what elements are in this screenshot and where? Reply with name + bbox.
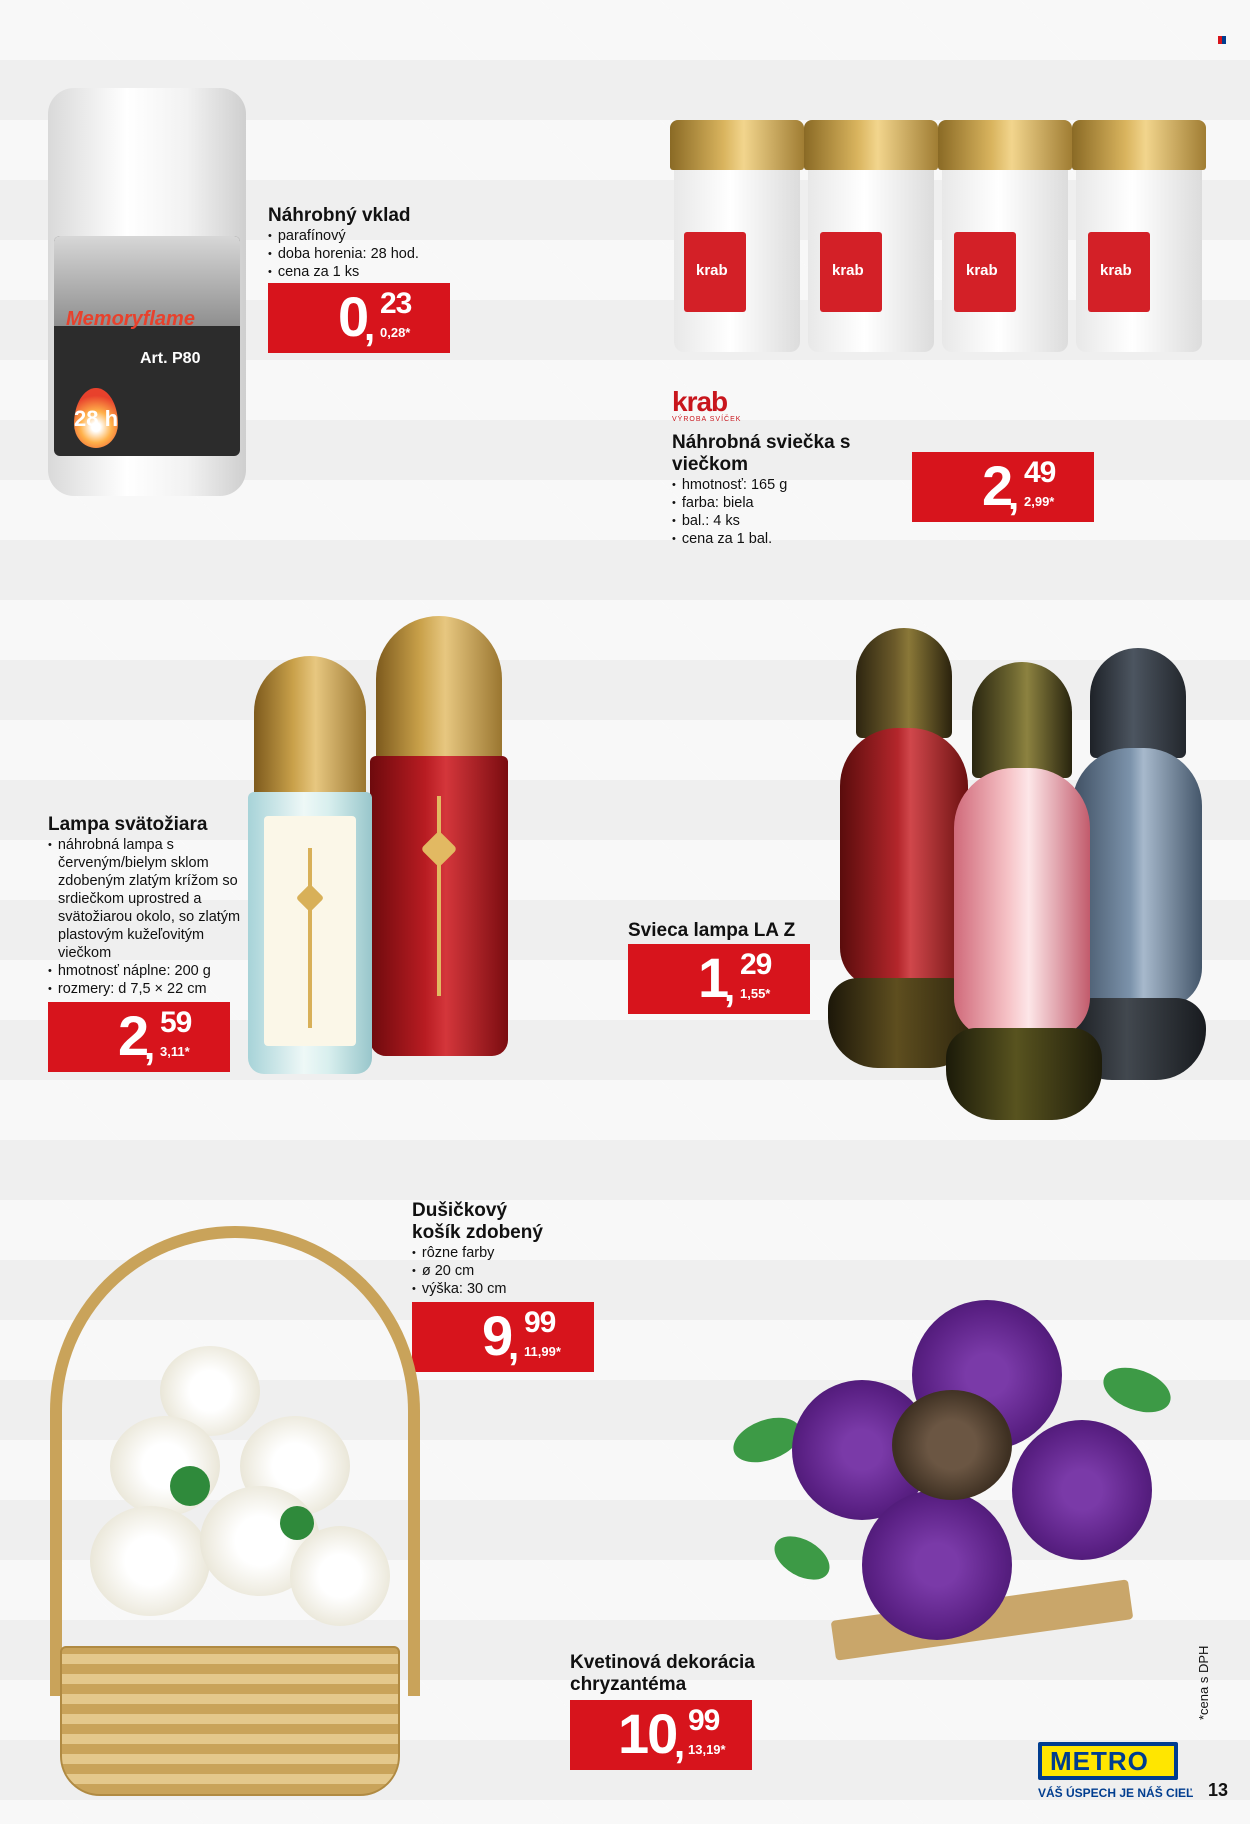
product-title: Lampa svätožiara [48,814,208,835]
metro-slogan: VÁŠ ÚSPECH JE NÁŠ CIEĽ [1038,1786,1194,1800]
spec-item: • hmotnosť náplne: 200 g [48,962,248,980]
krab-candles-image [670,112,1210,372]
spec-item: • doba horenia: 28 hod. [268,245,488,263]
spec-item: • ø 20 cm [412,1262,612,1280]
art-label: Art. P80 [140,350,201,367]
product-krab [672,432,912,548]
product-specs [672,476,912,548]
krab-logo [672,388,741,423]
lotus-pod-icon [892,1390,1012,1500]
jar-label-text: krab [1100,262,1132,279]
price-comma: , [144,1024,156,1068]
spec-item: • bal.: 4 ks [672,512,912,530]
price-with-vat: 2,99* [1024,494,1055,509]
price-whole: 9 [482,1304,512,1367]
price-comma: , [724,966,736,1010]
spec-item: • hmotnosť: 165 g [672,476,912,494]
price-with-vat: 3,11* [160,1044,190,1059]
jar-label-text: krab [696,262,728,279]
price-whole: 1 [698,946,728,1009]
spec-item: • cena za 1 bal. [672,530,912,548]
price-tag-krab [912,452,1094,522]
price-with-vat: 0,28* [380,325,411,340]
product-title: Náhrobná sviečka s viečkom [672,432,851,475]
price-cents: 49 [1024,456,1056,489]
brand-label: Memoryflame [66,308,195,330]
price-with-vat: 1,55* [740,986,771,1001]
price-whole: 0 [338,285,368,348]
product-kosik [412,1200,612,1298]
metro-logo-text: METRO [1050,1746,1149,1776]
product-dekoracia [570,1652,770,1696]
vat-note: *cena s DPH [1196,1645,1211,1720]
price-tag-lampa [48,1002,230,1072]
price-tag-vklad [268,283,450,353]
price-tag-svieca [628,944,810,1014]
spec-item: • parafínový [268,227,488,245]
dekoracia-image [712,1240,1182,1690]
price-cents: 23 [380,287,412,320]
product-title: Svieca lampa LA Z [628,920,796,941]
price-whole: 2 [118,1004,148,1067]
spec-item: • rozmery: d 7,5 × 22 cm [48,980,248,998]
price-whole: 10 [618,1702,677,1765]
corner-mark-icon [1218,36,1226,44]
product-vklad [268,205,488,281]
product-lampa [48,814,248,998]
price-cents: 99 [524,1306,556,1339]
product-title: Náhrobný vklad [268,205,411,226]
price-with-vat: 13,19* [688,1742,726,1757]
price-cents: 59 [160,1006,192,1039]
jar-label-text: krab [966,262,998,279]
price-cents: 99 [688,1704,720,1737]
price-comma: , [364,305,376,349]
price-comma: , [508,1324,520,1368]
spec-item: • farba: biela [672,494,912,512]
lampa-svatoziara-image [246,616,508,1076]
product-specs [48,836,248,998]
memoryflame-candle-image [48,88,246,496]
product-specs [412,1244,612,1298]
price-comma: , [674,1722,686,1766]
price-with-vat: 11,99* [524,1344,561,1359]
spec-item: • cena za 1 ks [268,263,488,281]
krab-logo-sub: VÝROBA SVÍČEK [672,416,742,423]
price-tag-kosik [412,1302,594,1372]
product-specs [268,227,488,281]
spec-item: • výška: 30 cm [412,1280,612,1298]
kosik-image [50,1226,420,1806]
product-title: Dušičkový košík zdobený [412,1200,543,1243]
jar-label-text: krab [832,262,864,279]
hours-label: 28 h [74,406,119,431]
price-whole: 2 [982,454,1012,517]
metro-logo [1038,1742,1178,1780]
spec-item: • náhrobná lampa s červeným/bielym sklom zdobeným zlatým krížom so srdiečkom uprostred a svätožiarou okolo, so zlatým plastovým kužeľovitým viečkom [48,836,248,962]
price-comma: , [1008,474,1020,518]
krab-logo-text: krab [672,386,728,417]
price-cents: 29 [740,948,772,981]
spec-item: • rôzne farby [412,1244,612,1262]
price-tag-dekoracia [570,1700,752,1770]
page-number: 13 [1208,1780,1229,1800]
product-title: Kvetinová dekorácia chryzantéma [570,1652,755,1695]
svieca-lampy-image [826,628,1208,1128]
